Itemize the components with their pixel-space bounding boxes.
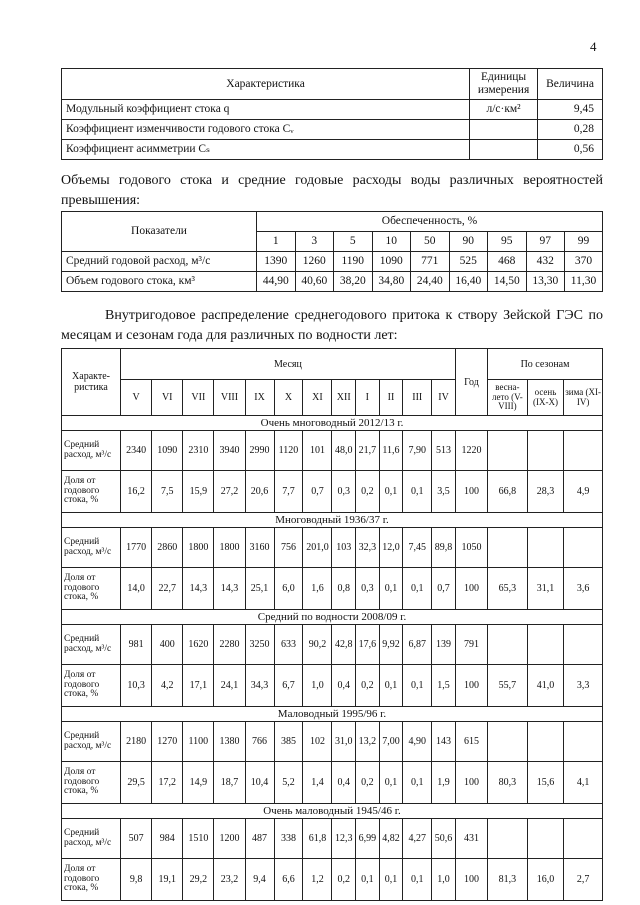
value-cell: 1390 bbox=[257, 252, 296, 272]
probability-cell: 90 bbox=[449, 232, 488, 252]
value-cell: 22,7 bbox=[152, 568, 183, 610]
value-cell: 0,7 bbox=[432, 568, 456, 610]
table-row bbox=[62, 722, 603, 762]
row-name: Коэффициент изменчивости годового стока Cᵥ bbox=[62, 120, 470, 140]
value-cell: 2990 bbox=[245, 431, 274, 471]
value-cell: 102 bbox=[303, 722, 332, 762]
month-header: X bbox=[274, 380, 303, 416]
value-cell: 1620 bbox=[183, 625, 214, 665]
season-header: зима (XI-IV) bbox=[564, 380, 603, 416]
row-name: Коэффициент асимметрии Cₛ bbox=[62, 140, 470, 160]
month-header: I bbox=[356, 380, 380, 416]
empty-cell bbox=[564, 819, 603, 859]
row-value: 9,45 bbox=[538, 100, 603, 120]
row-label: Средний расход, м³/с bbox=[62, 625, 121, 665]
runoff-characteristics-table bbox=[61, 68, 603, 160]
value-cell: 0,1 bbox=[379, 762, 403, 804]
value-cell: 3,5 bbox=[432, 471, 456, 513]
table-row bbox=[62, 100, 603, 120]
value-cell: 14,3 bbox=[214, 568, 245, 610]
value-cell: 34,80 bbox=[372, 272, 411, 292]
value-cell: 7,90 bbox=[403, 431, 432, 471]
header-unit: Единицы измерения bbox=[470, 69, 538, 100]
value-cell: 0,4 bbox=[332, 665, 356, 707]
header-seasons: По сезонам bbox=[488, 349, 603, 380]
value-cell: 7,5 bbox=[152, 471, 183, 513]
header-year: Год bbox=[455, 349, 487, 416]
probability-cell: 10 bbox=[372, 232, 411, 252]
value-cell: 0,1 bbox=[403, 762, 432, 804]
value-cell: 6,87 bbox=[403, 625, 432, 665]
group-title-row bbox=[62, 416, 603, 431]
value-cell: 9,8 bbox=[121, 859, 152, 901]
probability-runoff-table bbox=[61, 211, 603, 292]
group-title-row bbox=[62, 707, 603, 722]
row-label: Доля от годового стока, % bbox=[62, 471, 121, 513]
group-title: Многоводный 1936/37 г. bbox=[62, 513, 603, 528]
value-cell: 10,3 bbox=[121, 665, 152, 707]
row-label: Средний расход, м³/с bbox=[62, 431, 121, 471]
value-cell: 16,40 bbox=[449, 272, 488, 292]
table-row bbox=[62, 120, 603, 140]
value-cell: 633 bbox=[274, 625, 303, 665]
probability-cell: 95 bbox=[488, 232, 527, 252]
empty-cell bbox=[527, 819, 563, 859]
empty-cell bbox=[488, 819, 528, 859]
year-cell: 431 bbox=[455, 819, 487, 859]
empty-cell bbox=[527, 625, 563, 665]
value-cell: 0,2 bbox=[356, 665, 380, 707]
value-cell: 14,9 bbox=[183, 762, 214, 804]
value-cell: 1090 bbox=[152, 431, 183, 471]
value-cell: 0,3 bbox=[356, 568, 380, 610]
value-cell: 14,3 bbox=[183, 568, 214, 610]
value-cell: 984 bbox=[152, 819, 183, 859]
value-cell: 2860 bbox=[152, 528, 183, 568]
table-row bbox=[62, 272, 603, 292]
paragraph-annual-runoff: Объемы годового стока и средние годовые расходы воды различных вероятностей превышения: bbox=[61, 173, 603, 208]
header-value: Величина bbox=[538, 69, 603, 100]
value-cell: 1260 bbox=[295, 252, 334, 272]
value-cell: 14,0 bbox=[121, 568, 152, 610]
month-header: VIII bbox=[214, 380, 245, 416]
season-cell: 31,1 bbox=[527, 568, 563, 610]
value-cell: 1190 bbox=[334, 252, 373, 272]
season-cell: 81,3 bbox=[488, 859, 528, 901]
value-cell: 0,1 bbox=[403, 665, 432, 707]
row-value: 0,28 bbox=[538, 120, 603, 140]
row-label: Доля от годового стока, % bbox=[62, 568, 121, 610]
table-row bbox=[62, 819, 603, 859]
value-cell: 525 bbox=[449, 252, 488, 272]
value-cell: 27,2 bbox=[214, 471, 245, 513]
value-cell: 981 bbox=[121, 625, 152, 665]
value-cell: 2280 bbox=[214, 625, 245, 665]
value-cell: 0,2 bbox=[356, 762, 380, 804]
empty-cell bbox=[488, 722, 528, 762]
value-cell: 7,7 bbox=[274, 471, 303, 513]
value-cell: 9,4 bbox=[245, 859, 274, 901]
empty-cell bbox=[488, 528, 528, 568]
group-title: Очень маловодный 1945/46 г. bbox=[62, 804, 603, 819]
value-cell: 487 bbox=[245, 819, 274, 859]
value-cell: 23,2 bbox=[214, 859, 245, 901]
row-name: Модульный коэффициент стока q bbox=[62, 100, 470, 120]
value-cell: 0,7 bbox=[303, 471, 332, 513]
value-cell: 12,3 bbox=[332, 819, 356, 859]
value-cell: 513 bbox=[432, 431, 456, 471]
value-cell: 468 bbox=[488, 252, 527, 272]
value-cell: 1,4 bbox=[303, 762, 332, 804]
year-cell: 100 bbox=[455, 859, 487, 901]
table-row bbox=[62, 471, 603, 513]
value-cell: 7,00 bbox=[379, 722, 403, 762]
empty-cell bbox=[564, 625, 603, 665]
value-cell: 40,60 bbox=[295, 272, 334, 292]
value-cell: 42,8 bbox=[332, 625, 356, 665]
probability-cell: 99 bbox=[565, 232, 603, 252]
value-cell: 139 bbox=[432, 625, 456, 665]
value-cell: 13,30 bbox=[526, 272, 565, 292]
empty-cell bbox=[527, 528, 563, 568]
empty-cell bbox=[488, 431, 528, 471]
table-row bbox=[62, 431, 603, 471]
season-cell: 2,7 bbox=[564, 859, 603, 901]
month-header: XI bbox=[303, 380, 332, 416]
value-cell: 29,2 bbox=[183, 859, 214, 901]
probability-cell: 97 bbox=[526, 232, 565, 252]
value-cell: 1510 bbox=[183, 819, 214, 859]
season-cell: 3,6 bbox=[564, 568, 603, 610]
value-cell: 3160 bbox=[245, 528, 274, 568]
month-header: V bbox=[121, 380, 152, 416]
value-cell: 771 bbox=[411, 252, 450, 272]
value-cell: 17,6 bbox=[356, 625, 380, 665]
season-cell: 66,8 bbox=[488, 471, 528, 513]
value-cell: 3940 bbox=[214, 431, 245, 471]
value-cell: 6,99 bbox=[356, 819, 380, 859]
value-cell: 1270 bbox=[152, 722, 183, 762]
value-cell: 21,7 bbox=[356, 431, 380, 471]
value-cell: 24,1 bbox=[214, 665, 245, 707]
value-cell: 432 bbox=[526, 252, 565, 272]
table-row bbox=[62, 140, 603, 160]
page-number: 4 bbox=[590, 39, 597, 54]
value-cell: 0,8 bbox=[332, 568, 356, 610]
value-cell: 0,4 bbox=[332, 762, 356, 804]
season-header: осень (IX-X) bbox=[527, 380, 563, 416]
monthly-distribution-table bbox=[61, 348, 603, 901]
year-cell: 1220 bbox=[455, 431, 487, 471]
paragraph-intra-annual: Внутригодовое распределение среднегодового притока к створу Зейской ГЭС по месяцам и сезонам года для различных по водности лет: bbox=[61, 308, 603, 343]
row-unit: л/с·км² bbox=[470, 100, 538, 120]
value-cell: 17,1 bbox=[183, 665, 214, 707]
value-cell: 143 bbox=[432, 722, 456, 762]
month-header: III bbox=[403, 380, 432, 416]
value-cell: 0,1 bbox=[403, 471, 432, 513]
season-cell: 80,3 bbox=[488, 762, 528, 804]
season-header: весна-лето (V-VIII) bbox=[488, 380, 528, 416]
value-cell: 16,2 bbox=[121, 471, 152, 513]
year-cell: 615 bbox=[455, 722, 487, 762]
value-cell: 0,2 bbox=[332, 859, 356, 901]
header-characteristic: Характеристика bbox=[62, 69, 470, 100]
row-unit bbox=[470, 120, 538, 140]
value-cell: 1090 bbox=[372, 252, 411, 272]
month-header: IV bbox=[432, 380, 456, 416]
value-cell: 0,1 bbox=[379, 568, 403, 610]
value-cell: 103 bbox=[332, 528, 356, 568]
value-cell: 11,30 bbox=[565, 272, 603, 292]
value-cell: 13,2 bbox=[356, 722, 380, 762]
row-label: Доля от годового стока, % bbox=[62, 859, 121, 901]
value-cell: 1,5 bbox=[432, 665, 456, 707]
table-row bbox=[62, 859, 603, 901]
value-cell: 1,0 bbox=[303, 665, 332, 707]
value-cell: 766 bbox=[245, 722, 274, 762]
value-cell: 1770 bbox=[121, 528, 152, 568]
empty-cell bbox=[488, 625, 528, 665]
value-cell: 50,6 bbox=[432, 819, 456, 859]
value-cell: 6,0 bbox=[274, 568, 303, 610]
empty-cell bbox=[527, 431, 563, 471]
value-cell: 32,3 bbox=[356, 528, 380, 568]
group-title: Маловодный 1995/96 г. bbox=[62, 707, 603, 722]
table-row bbox=[62, 665, 603, 707]
value-cell: 5,2 bbox=[274, 762, 303, 804]
row-label: Средний расход, м³/с bbox=[62, 528, 121, 568]
value-cell: 48,0 bbox=[332, 431, 356, 471]
value-cell: 370 bbox=[565, 252, 603, 272]
value-cell: 14,50 bbox=[488, 272, 527, 292]
value-cell: 9,92 bbox=[379, 625, 403, 665]
month-header-row bbox=[62, 380, 603, 416]
value-cell: 1,2 bbox=[303, 859, 332, 901]
value-cell: 18,7 bbox=[214, 762, 245, 804]
value-cell: 0,1 bbox=[356, 859, 380, 901]
season-cell: 4,1 bbox=[564, 762, 603, 804]
value-cell: 1120 bbox=[274, 431, 303, 471]
value-cell: 6,7 bbox=[274, 665, 303, 707]
value-cell: 15,9 bbox=[183, 471, 214, 513]
empty-cell bbox=[564, 722, 603, 762]
month-header: II bbox=[379, 380, 403, 416]
table-row bbox=[62, 528, 603, 568]
group-title-row bbox=[62, 513, 603, 528]
value-cell: 4,82 bbox=[379, 819, 403, 859]
year-cell: 100 bbox=[455, 471, 487, 513]
value-cell: 0,3 bbox=[332, 471, 356, 513]
value-cell: 201,0 bbox=[303, 528, 332, 568]
probability-cell: 5 bbox=[334, 232, 373, 252]
value-cell: 0,2 bbox=[356, 471, 380, 513]
value-cell: 38,20 bbox=[334, 272, 373, 292]
probability-cell: 3 bbox=[295, 232, 334, 252]
empty-cell bbox=[564, 431, 603, 471]
season-cell: 28,3 bbox=[527, 471, 563, 513]
month-header: VI bbox=[152, 380, 183, 416]
row-label: Доля от годового стока, % bbox=[62, 665, 121, 707]
value-cell: 31,0 bbox=[332, 722, 356, 762]
month-header: VII bbox=[183, 380, 214, 416]
header-probability: Обеспеченность, % bbox=[257, 212, 603, 232]
value-cell: 12,0 bbox=[379, 528, 403, 568]
season-cell: 41,0 bbox=[527, 665, 563, 707]
row-value: 0,56 bbox=[538, 140, 603, 160]
group-title-row bbox=[62, 610, 603, 625]
value-cell: 507 bbox=[121, 819, 152, 859]
group-title-row bbox=[62, 804, 603, 819]
value-cell: 90,2 bbox=[303, 625, 332, 665]
value-cell: 1800 bbox=[214, 528, 245, 568]
table-row bbox=[62, 762, 603, 804]
value-cell: 4,27 bbox=[403, 819, 432, 859]
value-cell: 6,6 bbox=[274, 859, 303, 901]
row-unit bbox=[470, 140, 538, 160]
value-cell: 385 bbox=[274, 722, 303, 762]
value-cell: 0,1 bbox=[403, 859, 432, 901]
year-cell: 100 bbox=[455, 762, 487, 804]
table-row bbox=[62, 625, 603, 665]
value-cell: 2180 bbox=[121, 722, 152, 762]
value-cell: 4,90 bbox=[403, 722, 432, 762]
row-label: Средний годовой расход, м³/с bbox=[62, 252, 257, 272]
value-cell: 19,1 bbox=[152, 859, 183, 901]
probability-cell: 50 bbox=[411, 232, 450, 252]
row-label: Средний расход, м³/с bbox=[62, 722, 121, 762]
value-cell: 7,45 bbox=[403, 528, 432, 568]
value-cell: 338 bbox=[274, 819, 303, 859]
value-cell: 0,1 bbox=[379, 859, 403, 901]
value-cell: 11,6 bbox=[379, 431, 403, 471]
value-cell: 1380 bbox=[214, 722, 245, 762]
month-header: IX bbox=[245, 380, 274, 416]
value-cell: 25,1 bbox=[245, 568, 274, 610]
year-cell: 1050 bbox=[455, 528, 487, 568]
value-cell: 44,90 bbox=[257, 272, 296, 292]
value-cell: 34,3 bbox=[245, 665, 274, 707]
value-cell: 1,9 bbox=[432, 762, 456, 804]
value-cell: 0,1 bbox=[403, 568, 432, 610]
value-cell: 4,2 bbox=[152, 665, 183, 707]
value-cell: 1800 bbox=[183, 528, 214, 568]
year-cell: 100 bbox=[455, 665, 487, 707]
group-title: Средний по водности 2008/09 г. bbox=[62, 610, 603, 625]
year-cell: 100 bbox=[455, 568, 487, 610]
season-cell: 15,6 bbox=[527, 762, 563, 804]
header-characteristic: Характе-ристика bbox=[62, 349, 121, 416]
value-cell: 10,4 bbox=[245, 762, 274, 804]
value-cell: 756 bbox=[274, 528, 303, 568]
season-cell: 16,0 bbox=[527, 859, 563, 901]
value-cell: 1200 bbox=[214, 819, 245, 859]
value-cell: 20,6 bbox=[245, 471, 274, 513]
season-cell: 3,3 bbox=[564, 665, 603, 707]
year-cell: 791 bbox=[455, 625, 487, 665]
value-cell: 29,5 bbox=[121, 762, 152, 804]
value-cell: 1,6 bbox=[303, 568, 332, 610]
value-cell: 2310 bbox=[183, 431, 214, 471]
row-label: Средний расход, м³/с bbox=[62, 819, 121, 859]
group-title: Очень многоводный 2012/13 г. bbox=[62, 416, 603, 431]
value-cell: 3250 bbox=[245, 625, 274, 665]
value-cell: 400 bbox=[152, 625, 183, 665]
table-row bbox=[62, 252, 603, 272]
empty-cell bbox=[564, 528, 603, 568]
season-cell: 55,7 bbox=[488, 665, 528, 707]
value-cell: 24,40 bbox=[411, 272, 450, 292]
row-label: Объем годового стока, км³ bbox=[62, 272, 257, 292]
value-cell: 1100 bbox=[183, 722, 214, 762]
value-cell: 61,8 bbox=[303, 819, 332, 859]
header-month: Месяц bbox=[121, 349, 456, 380]
month-header: XII bbox=[332, 380, 356, 416]
table-row bbox=[62, 568, 603, 610]
row-label: Доля от годового стока, % bbox=[62, 762, 121, 804]
value-cell: 2340 bbox=[121, 431, 152, 471]
empty-cell bbox=[527, 722, 563, 762]
value-cell: 0,1 bbox=[379, 471, 403, 513]
season-cell: 4,9 bbox=[564, 471, 603, 513]
season-cell: 65,3 bbox=[488, 568, 528, 610]
value-cell: 0,1 bbox=[379, 665, 403, 707]
value-cell: 101 bbox=[303, 431, 332, 471]
header-indicators: Показатели bbox=[62, 212, 257, 252]
value-cell: 17,2 bbox=[152, 762, 183, 804]
value-cell: 89,8 bbox=[432, 528, 456, 568]
value-cell: 1,0 bbox=[432, 859, 456, 901]
probability-cell: 1 bbox=[257, 232, 296, 252]
